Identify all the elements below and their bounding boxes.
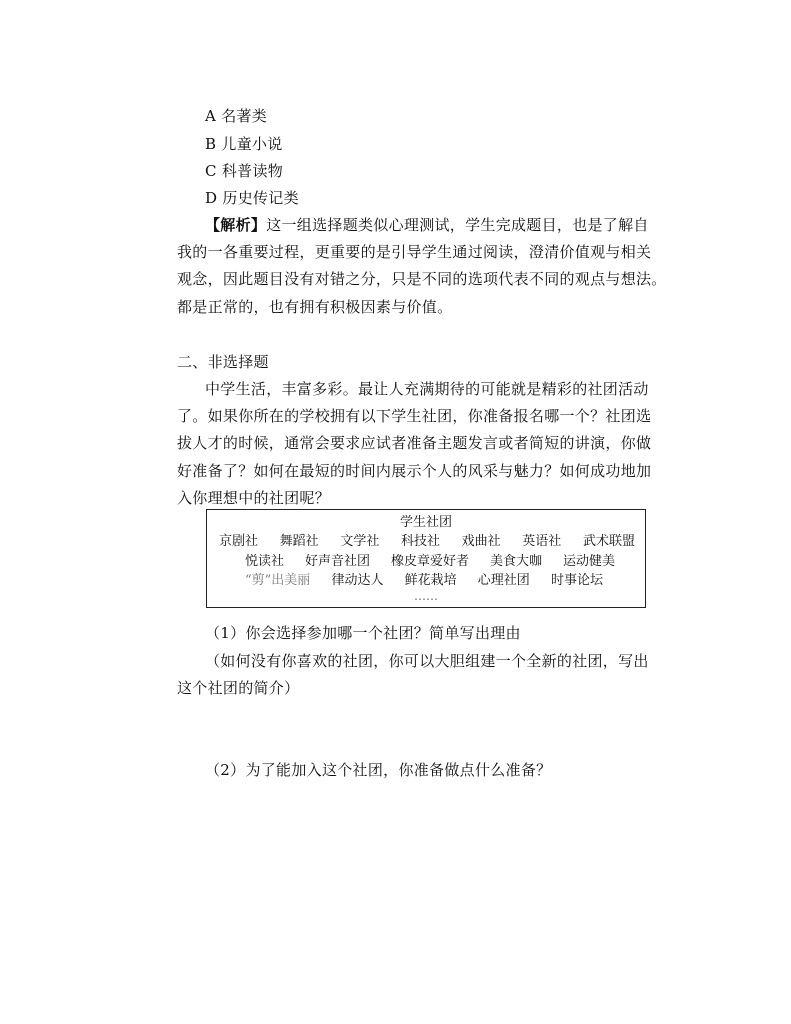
clubs-title: 学生社团 — [399, 515, 452, 530]
club-item: 英语社 — [522, 534, 562, 549]
clubs-row-1 — [219, 533, 635, 551]
clubs-row-2 — [245, 553, 615, 571]
intro-line-5: 入你理想中的社团呢？ — [177, 489, 331, 507]
club-item: 时事论坛 — [550, 573, 603, 588]
option-b: B 儿童小说 — [205, 135, 283, 153]
analysis-line-2: 我的一各重要过程，更重要的是引导学生通过阅读，澄清价值观与相关 — [177, 243, 652, 261]
club-item: 运动健美 — [562, 554, 615, 569]
intro-line-3: 拔人才的时候，通常会要求应试者准备主题发言或者简短的讲演，你做 — [177, 434, 652, 452]
club-item: 悦读社 — [245, 554, 285, 569]
club-item: 鲜花栽培 — [404, 573, 457, 588]
club-item: 文学社 — [340, 534, 380, 549]
club-item: 科技社 — [400, 534, 440, 549]
club-item: 美食大咖 — [489, 554, 542, 569]
option-a: A 名著类 — [205, 107, 268, 125]
analysis-line-3: 观念，因此题目没有对错之分，只是不同的选项代表不同的观点与想法。 — [177, 270, 667, 288]
analysis-line-1 — [205, 215, 649, 235]
clubs-table — [206, 509, 646, 608]
analysis-text-1: 这一组选择题类似心理测试，学生完成题目，也是了解自 — [266, 216, 649, 234]
option-d: D 历史传记类 — [205, 189, 299, 207]
club-item: 京剧社 — [219, 534, 259, 549]
club-item: 律动达人 — [331, 573, 384, 588]
question-1-line-3: 这个社团的简介） — [177, 679, 300, 697]
club-item: 心理社团 — [477, 573, 530, 588]
intro-line-2: 了。如果你所在的学校拥有以下学生社团，你准备报名哪一个？社团选 — [177, 407, 652, 425]
club-item: 戏曲社 — [461, 534, 501, 549]
club-item: 好声音社团 — [304, 554, 370, 569]
option-c: C 科普读物 — [205, 162, 284, 180]
clubs-ellipsis: …… — [414, 589, 438, 603]
club-item: “剪”出美丽 — [245, 573, 311, 588]
section-heading: 二、非选择题 — [177, 353, 269, 371]
club-item: 橡皮章爱好者 — [390, 554, 469, 569]
clubs-row-3 — [245, 572, 603, 590]
question-1-line-1: （1）你会选择参加哪一个社团？简单写出理由 — [205, 624, 521, 642]
question-1-line-2: （如何没有你喜欢的社团，你可以大胆组建一个全新的社团，写出 — [205, 652, 649, 670]
intro-line-1: 中学生活，丰富多彩。最让人充满期待的可能就是精彩的社团活动 — [205, 380, 649, 398]
analysis-line-4: 都是正常的，也有拥有积极因素与价值。 — [177, 298, 453, 316]
club-item: 武术联盟 — [582, 534, 635, 549]
intro-line-4: 好准备了？如何在最短的时间内展示个人的风采与魅力？如何成功地加 — [177, 462, 652, 480]
club-item: 舞蹈社 — [279, 534, 319, 549]
question-2: （2）为了能加入这个社团，你准备做点什么准备？ — [205, 761, 552, 779]
analysis-tag: 【解析】 — [205, 216, 267, 234]
